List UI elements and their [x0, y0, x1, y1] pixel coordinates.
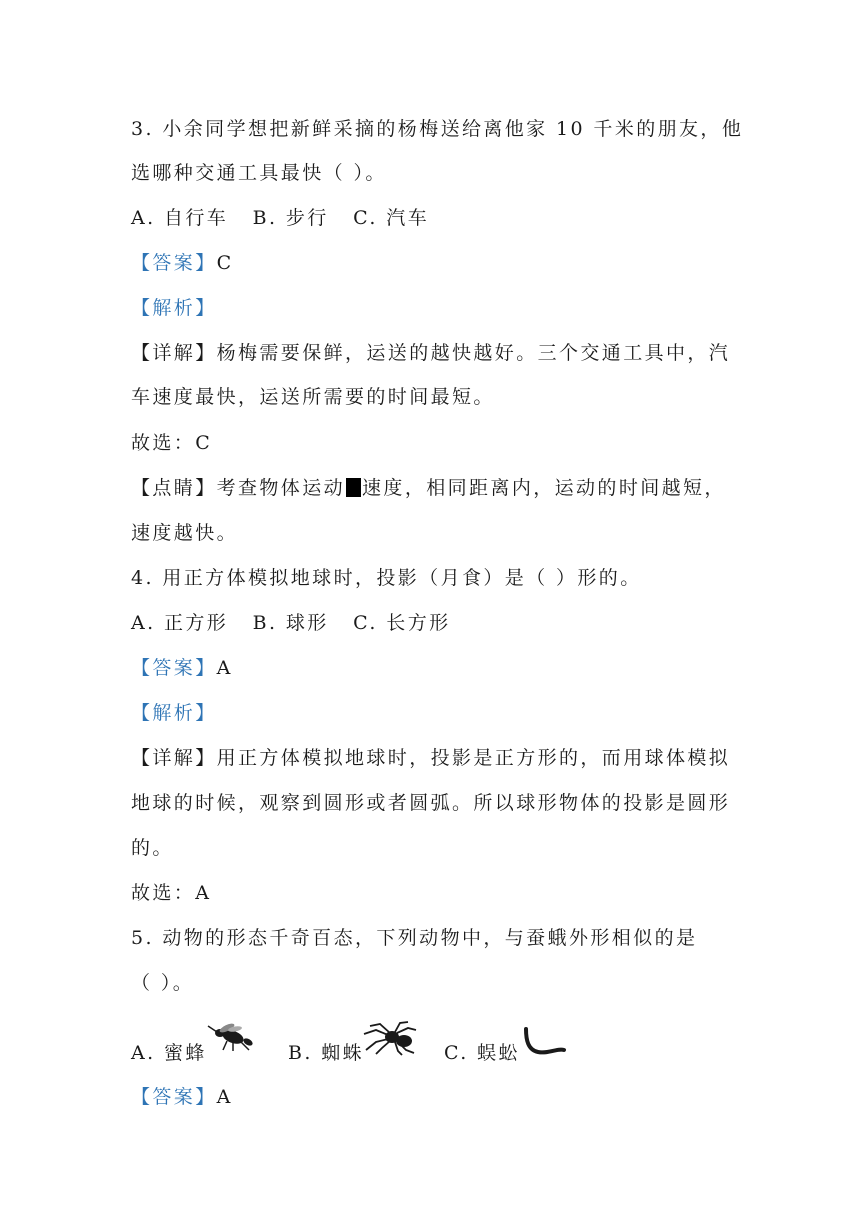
q3-option-b: B. 步行 — [252, 207, 329, 229]
q5-option-b: B. 蜘蛛 — [288, 1042, 365, 1064]
q5-option-c: C. 蜈蚣 — [444, 1042, 520, 1064]
answer-value: C — [216, 252, 234, 274]
answer-label: 【答案】 — [131, 252, 217, 274]
q3-stem-line2: 选哪种交通工具最快（ ）。 — [131, 162, 387, 184]
centipede-icon — [520, 1026, 568, 1058]
q3-stem-line1: 3. 小余同学想把新鲜采摘的杨梅送给离他家 10 千米的朋友，他 — [131, 118, 744, 140]
q3-detail-line2: 车速度最快，运送所需要的时间最短。 — [131, 386, 495, 408]
q5-stem-line2: （ ）。 — [131, 972, 195, 994]
answer-label: 【答案】 — [131, 657, 217, 679]
q4-stem: 4. 用正方体模拟地球时，投影（月食）是（ ）形的。 — [131, 567, 642, 589]
q4-analysis-label: 【解析】 — [131, 702, 217, 724]
answer-value: A — [216, 657, 233, 679]
q3-option-a: A. 自行车 — [131, 207, 229, 229]
q3-choice: 故选：C — [131, 432, 213, 454]
redaction-block — [346, 478, 361, 497]
q4-detail-line2: 地球的时候，观察到圆形或者圆弧。所以球形物体的投影是圆形 — [131, 792, 731, 814]
q4-option-a: A. 正方形 — [131, 612, 229, 634]
q3-comment-line1 — [131, 476, 726, 500]
q4-options — [131, 611, 451, 635]
q5-answer — [131, 1085, 233, 1109]
q4-option-b: B. 球形 — [252, 612, 329, 634]
q3-comment-part-a: 【点睛】考查物体运动 — [131, 477, 346, 499]
q3-options — [131, 206, 429, 230]
q3-comment-part-b: 速度，相同距离内，运动的时间越短， — [362, 477, 726, 499]
q4-answer — [131, 656, 233, 680]
q5-option-a: A. 蜜蜂 — [131, 1042, 207, 1064]
spider-icon — [362, 1020, 420, 1056]
q4-choice: 故选：A — [131, 882, 212, 904]
q3-comment-line2: 速度越快。 — [131, 522, 239, 544]
answer-label: 【答案】 — [131, 1086, 217, 1108]
q3-answer — [131, 251, 234, 275]
q5-stem-line1: 5. 动物的形态千奇百态，下列动物中，与蚕蛾外形相似的是 — [131, 927, 698, 949]
q3-option-c: C. 汽车 — [353, 207, 430, 229]
answer-value: A — [216, 1086, 233, 1108]
q3-analysis-label: 【解析】 — [131, 297, 217, 319]
q4-option-c: C. 长方形 — [353, 612, 451, 634]
q4-detail-line1: 【详解】用正方体模拟地球时，投影是正方形的，而用球体模拟 — [131, 747, 731, 769]
q3-detail-line1: 【详解】杨梅需要保鲜，运送的越快越好。三个交通工具中，汽 — [131, 342, 731, 364]
bee-icon — [203, 1020, 255, 1054]
q4-detail-line3: 的。 — [131, 837, 174, 859]
